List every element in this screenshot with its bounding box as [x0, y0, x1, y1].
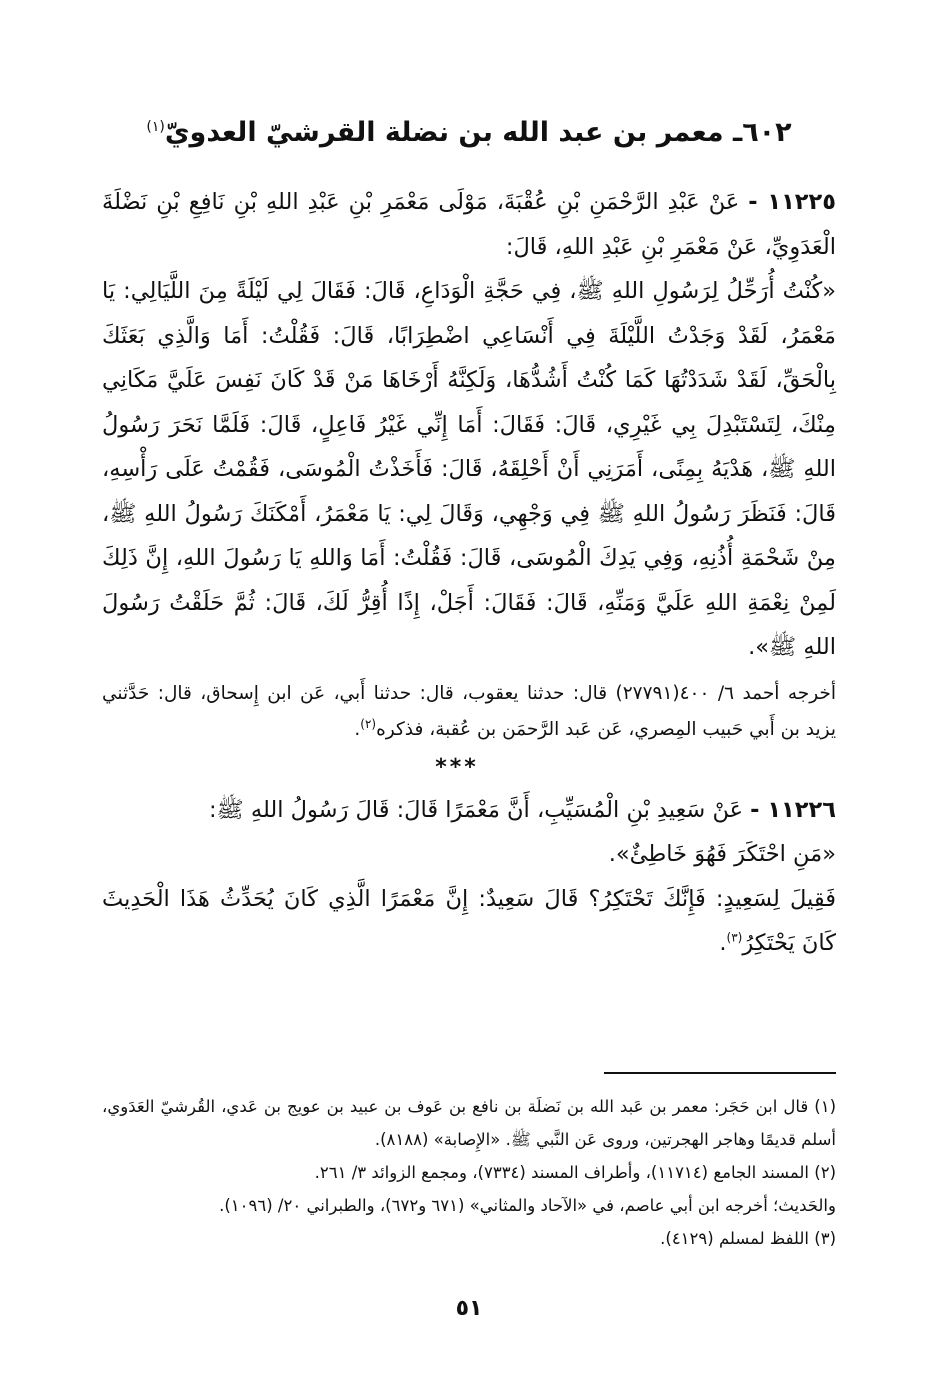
hadith-1-text: «كُنْتُ أُرَحِّلُ لِرَسُولِ اللهِ ﷺ، فِي حَجَّةِ الْوَدَاعِ، قَالَ: فَقَالَ لِي لَيْلَةً مِنَ اللَّيَالِي: يَا مَعْمَرُ، لَقَدْ وَجَدْتُ اللَّيْلَةَ فِي أَنْسَاعِي اضْطِرَابًا، قَالَ: فَقُلْتُ: أَمَا وَالَّذِي بَعَثَكَ بِالْحَقِّ، لَقَدْ شَدَدْتُهَا كَمَا كُنْتُ أَشُدُّهَا، وَلَكِنَّهُ أَرْخَاهَا مَنْ قَدْ كَانَ نَفِسَ عَلَيَّ مَكَانِي مِنْكَ، لِتَسْتَبْدِلَ بِي غَيْرِي، قَالَ: فَقَالَ: أَمَا إِنِّي غَيْرُ فَاعِلٍ، قَالَ: فَلَمَّا نَحَرَ رَسُولُ اللهِ ﷺ، هَدْيَهُ بِمِنًى، أَمَرَنِي أَنْ أَحْلِقَهُ، قَالَ: فَأَخَذْتُ الْمُوسَى، فَقُمْتُ عَلَى رَأْسِهِ، قَالَ: فَنَظَرَ رَسُولُ اللهِ ﷺ فِي وَجْهِي، وَقَالَ لِي: يَا مَعْمَرُ، أَمْكَنَكَ رَسُولُ اللهِ ﷺ، مِنْ شَحْمَةِ أُذُنِهِ، وَفِي يَدِكَ الْمُوسَى، قَالَ: فَقُلْتُ: أَمَا وَاللهِ يَا رَسُولَ اللهِ، إِنَّ ذَلِكَ لَمِنْ نِعْمَةِ اللهِ عَلَيَّ وَمَنِّهِ، قَالَ: فَقَالَ: أَجَلْ، إِذًا أُقِرُّ لَكَ، قَالَ: ثُمَّ حَلَقْتُ رَسُولَ اللهِ ﷺ». [102, 278, 836, 660]
hadith-2-followup: فَقِيلَ لِسَعِيدٍ: فَإِنَّكَ تَحْتَكِرُ؟ قَالَ سَعِيدٌ: إِنَّ مَعْمَرًا الَّذِي كَانَ يُحَدِّثُ هَذَا الْحَدِيثَ كَانَ يَحْتَكِرُ$^{(٣)}$. [102, 885, 836, 956]
footnote-2: (٢) المسند الجامع (١١٧١٤)، وأطراف المسند (٧٣٣٤)، ومجمع الزوائد ٣/ ٢٦١. [314, 1163, 836, 1182]
hadith-2-number: ١١٢٢٦ - [750, 796, 836, 823]
hadith-2-footnote-ref: (٣) [726, 930, 743, 945]
hadith-2-chain [102, 788, 836, 833]
hadith-1-chain-text: عَنْ عَبْدِ الرَّحْمَنِ بْنِ عُقْبَةَ، مَوْلَى مَعْمَرِ بْنِ عَبْدِ اللهِ بْنِ نَافِعِ بْنِ نَضْلَةَ الْعَدَوِيِّ، عَنْ مَعْمَرِ بْنِ عَبْدِ اللهِ، قَالَ: [102, 189, 836, 260]
hadith-1-source-text: أخرجه أحمد ٦/ ٤٠٠(٢٧٧٩١) قال: حدثنا يعقوب، قال: حدثنا أَبي، عَن ابن إِسحاق، قال: حَدَّثني يزيد بن أَبي حَبيب المِصري، عَن عَبد الرَّحمَن بن عُقبة، فذكره [102, 682, 836, 740]
footnotes [102, 1090, 836, 1255]
footnote-2-continued: والحَديث؛ أخرجه ابن أبي عاصم، في «الآحاد والمثاني» (٦٧١ و٦٧٢)، والطبراني ٢٠/ (١٠٩٦). [219, 1196, 836, 1215]
title-text: ٦٠٢ـ معمر بن عبد الله بن نضلة القرشيّ العدويّ [164, 117, 792, 148]
hadith-1-source: أخرجه أحمد ٦/ ٤٠٠(٢٧٧٩١) قال: حدثنا يعقوب، قال: حدثنا أَبي، عَن ابن إِسحاق، قال: حَدَّثني يزيد بن أَبي حَبيب المِصري، عَن عَبد الرَّحمَن بن عُقبة، فذكره$^{(٢)}$. [102, 682, 836, 740]
hadith-2-chain-text: عَنْ سَعِيدِ بْنِ الْمُسَيِّبِ، أَنَّ مَعْمَرًا قَالَ: قَالَ رَسُولُ اللهِ ﷺ: [208, 796, 743, 823]
page-title [120, 102, 818, 158]
page-number: ٥١ [455, 1296, 483, 1321]
title-footnote-ref: (١) [146, 119, 165, 135]
hadith-2-text: «مَنِ احْتَكَرَ فَهُوَ خَاطِئٌ». [608, 841, 836, 867]
main-text [102, 180, 836, 966]
footnote-divider [604, 1072, 836, 1074]
hadith-1-number: ١١٢٢٥ - [748, 189, 837, 215]
section-separator: *** [435, 754, 479, 780]
footnote-1: (١) قال ابن حَجَر: معمر بن عَبد الله بن نَضلَة بن نافع بن عَوف بن عبيد بن عويج بن عَدي، القُرشيّ العَدَوي، أسلم قديمًا وهاجر الهجرتين، وروى عَن النَّبي ﷺ. «الإِصابة» (٨١٨٨). [102, 1097, 836, 1149]
hadith-1-footnote-ref: (٢) [360, 716, 377, 731]
hadith-1-chain [102, 180, 836, 269]
hadith-2-followup-text: فَقِيلَ لِسَعِيدٍ: فَإِنَّكَ تَحْتَكِرُ؟ قَالَ سَعِيدٌ: إِنَّ مَعْمَرًا الَّذِي كَانَ يُحَدِّثُ هَذَا الْحَدِيثَ كَانَ يَحْتَكِرُ [102, 885, 836, 956]
footnote-3: (٣) اللفظ لمسلم (٤١٢٩). [660, 1229, 836, 1248]
